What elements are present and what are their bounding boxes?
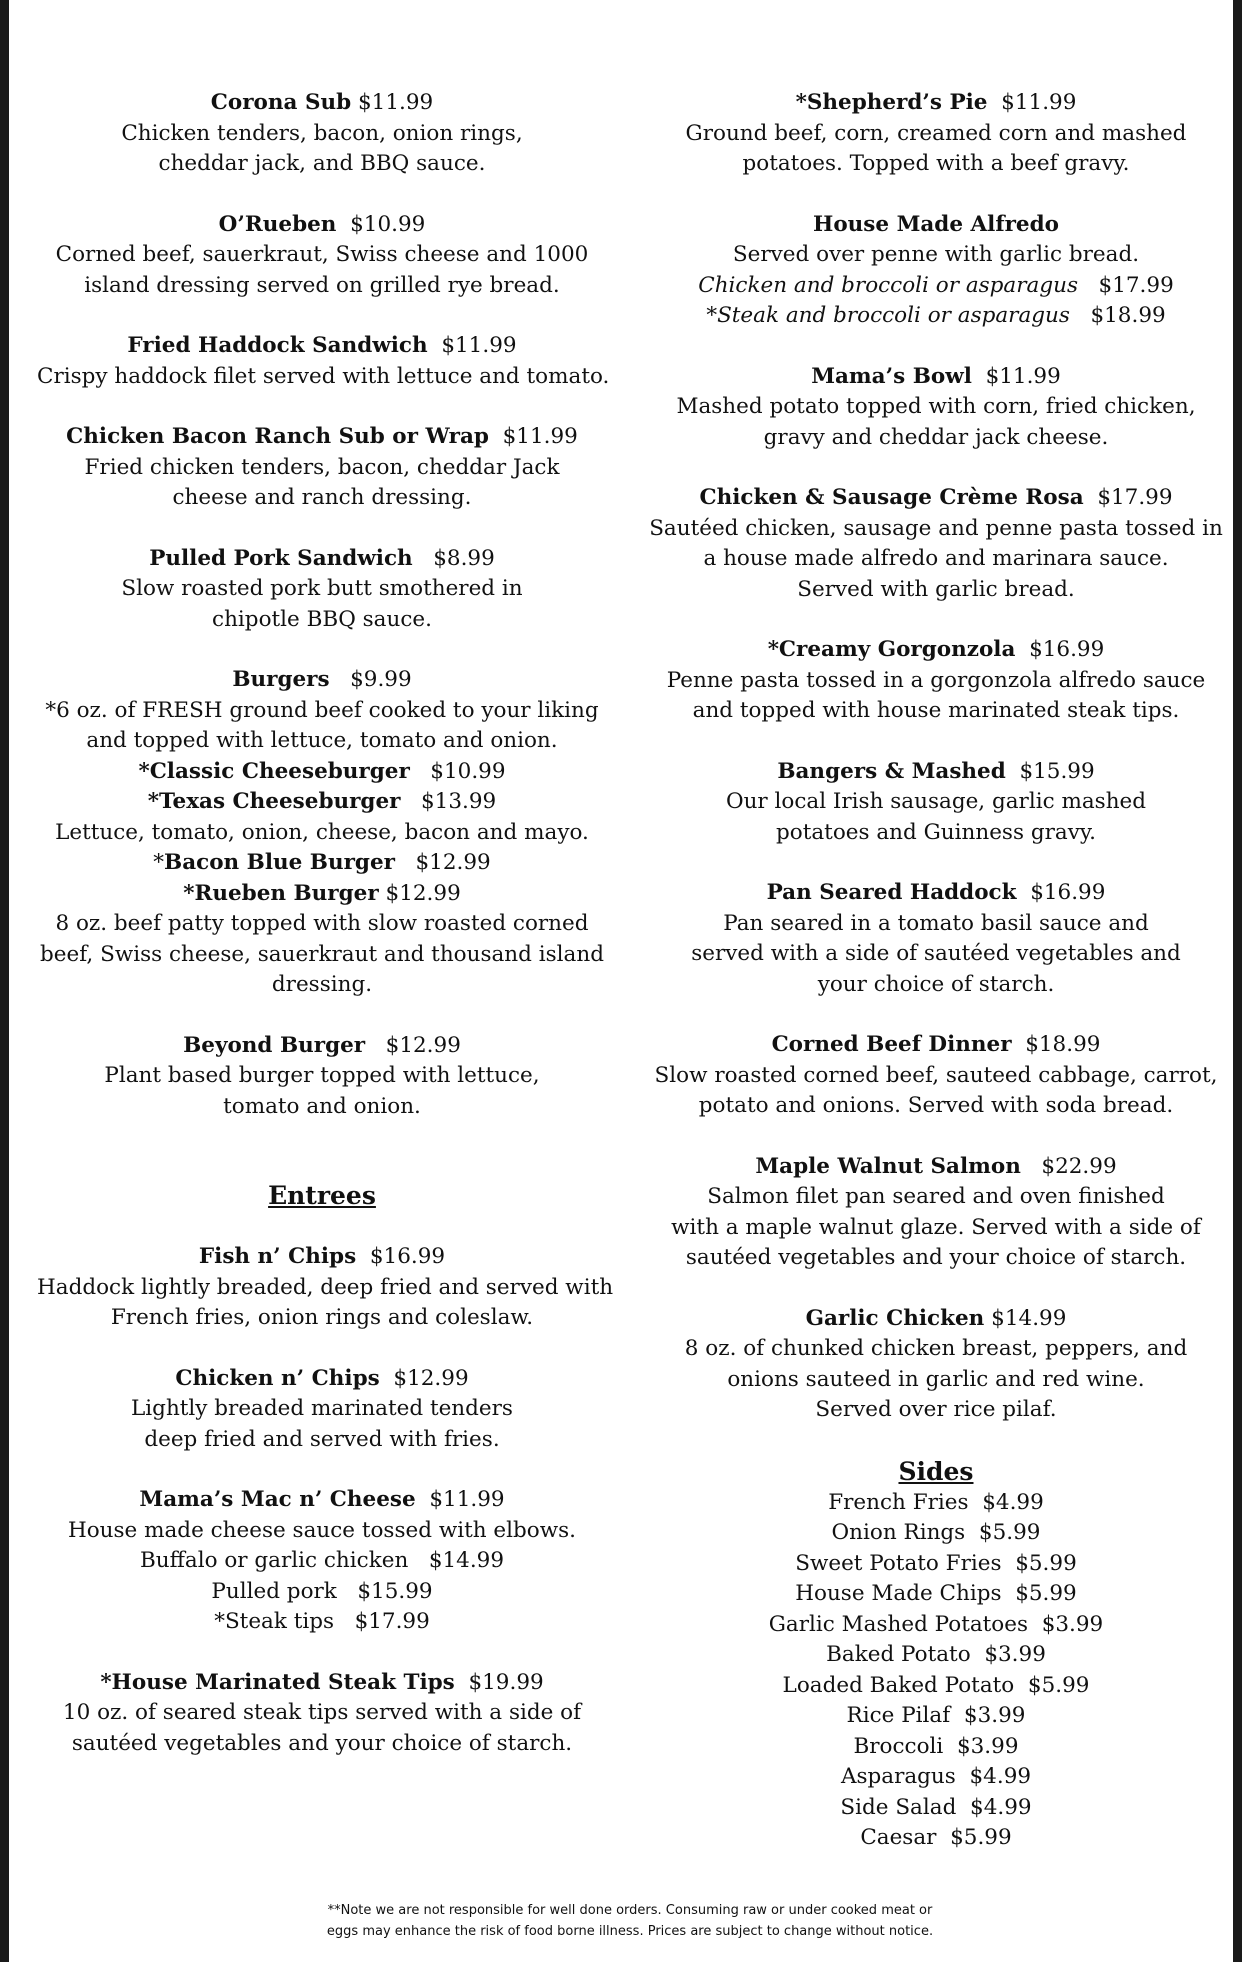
item-description: Sautéed chicken, sausage and penne pasta tossed in <box>649 515 1223 541</box>
menu-item-fried-haddock-sandwich <box>37 331 610 392</box>
item-name: *House Marinated Steak Tips <box>100 1669 455 1695</box>
item-description: cheddar jack, and BBQ sauce. <box>158 151 486 176</box>
item-price: $22.99 <box>1041 1153 1117 1179</box>
item-name: Maple Walnut Salmon <box>755 1153 1021 1179</box>
menu-item-corona-sub <box>37 88 607 180</box>
item-option: Buffalo or garlic chicken $14.99 <box>139 1548 505 1573</box>
item-name: Mama’s Bowl <box>811 363 972 389</box>
item-description: Slow roasted corned beef, sauteed cabbage, carrot, <box>654 1062 1218 1088</box>
item-price: $11.99 <box>1001 90 1077 115</box>
menu-item-maple-walnut-salmon <box>649 1152 1223 1274</box>
sides-list <box>649 1488 1223 1854</box>
item-price: $10.99 <box>350 211 426 237</box>
item-description: tomato and onion. <box>223 1093 421 1119</box>
side-item: Asparagus $4.99 <box>840 1764 1032 1789</box>
item-price: $12.99 <box>385 880 461 906</box>
footer-note-line: eggs may enhance the risk of food borne illness. Prices are subject to change without notice. <box>326 1924 934 1939</box>
item-description: Pan seared in a tomato basil sauce and <box>723 910 1149 936</box>
item-description: potatoes and Guinness gravy. <box>776 819 1096 845</box>
item-price: $11.99 <box>441 333 517 358</box>
menu-item-creamy-gorgonzola <box>649 635 1223 727</box>
burger-rueben <box>37 879 607 910</box>
item-price: $16.99 <box>1030 880 1106 905</box>
item-price: $9.99 <box>350 667 412 692</box>
item-name: Corona Sub <box>210 90 352 115</box>
item-price: $11.99 <box>502 424 578 449</box>
item-price: $11.99 <box>357 90 434 115</box>
item-description: sautéed vegetables and your choice of starch. <box>71 1730 573 1756</box>
menu-item-orueben <box>37 210 607 302</box>
item-name: Mama’s Mac n’ Cheese <box>139 1487 416 1512</box>
item-description: Fried chicken tenders, bacon, cheddar Jack <box>84 454 560 480</box>
item-price: $18.99 <box>1025 1032 1101 1057</box>
item-price: $16.99 <box>369 1244 446 1269</box>
item-description: Penne pasta tossed in a gorgonzola alfredo sauce <box>666 667 1206 693</box>
item-price: $16.99 <box>1029 637 1105 662</box>
menu-item-garlic-chicken <box>649 1304 1223 1426</box>
menu-item-beyond-burger <box>37 1031 607 1123</box>
item-description: 8 oz. of chunked chicken breast, peppers, and <box>684 1336 1188 1361</box>
item-description: Served with garlic bread. <box>797 576 1075 602</box>
item-description: sautéed vegetables and your choice of starch. <box>685 1245 1187 1270</box>
item-price: $15.99 <box>1019 758 1095 784</box>
item-description: Served over rice pilaf. <box>815 1397 1057 1422</box>
item-name: House Made Alfredo <box>813 211 1059 237</box>
menu-item-mamas-mac-n-cheese <box>37 1485 607 1638</box>
item-description: Ground beef, corn, creamed corn and mashed <box>685 120 1187 146</box>
item-price: $11.99 <box>429 1487 505 1512</box>
item-price: $14.99 <box>991 1305 1067 1331</box>
item-description: *6 oz. of FRESH ground beef cooked to your liking <box>45 697 599 723</box>
right-column <box>649 88 1223 1854</box>
item-description: beef, Swiss cheese, sauerkraut and thousand island <box>40 941 604 967</box>
side-item: Rice Pilaf $3.99 <box>846 1703 1026 1728</box>
side-item: Loaded Baked Potato $5.99 <box>782 1672 1090 1698</box>
menu-item-pan-seared-haddock <box>649 878 1223 1000</box>
item-description: served with a side of sautéed vegetables and <box>691 941 1181 966</box>
left-column <box>37 88 614 1789</box>
item-name: Chicken & Sausage Crème Rosa <box>699 485 1084 510</box>
item-description: gravy and cheddar jack cheese. <box>763 424 1109 450</box>
menu-item-bangers-mashed <box>649 757 1223 849</box>
side-item: French Fries $4.99 <box>828 1489 1044 1515</box>
item-description: potatoes. Topped with a beef gravy. <box>742 151 1130 176</box>
item-description: and topped with lettuce, tomato and onion. <box>86 728 558 753</box>
menu-item-pulled-pork-sandwich <box>37 544 607 636</box>
side-item: Broccoli $3.99 <box>853 1733 1019 1759</box>
item-description: potato and onions. Served with soda bread. <box>698 1093 1174 1118</box>
item-description: Slow roasted pork butt smothered in <box>121 576 523 601</box>
item-name: Pulled Pork Sandwich <box>149 545 413 571</box>
item-description: 10 oz. of seared steak tips served with a side of <box>62 1700 582 1725</box>
item-description: dressing. <box>271 972 373 997</box>
item-price: $17.99 <box>1097 485 1173 510</box>
item-price: $12.99 <box>385 1032 461 1058</box>
item-description: 8 oz. beef patty topped with slow roasted corned <box>55 911 589 936</box>
section-title-sides: Sides <box>898 1456 974 1486</box>
item-name: Garlic Chicken <box>805 1305 985 1331</box>
item-description: cheese and ranch dressing. <box>172 485 472 510</box>
item-name: *Shepherd’s Pie <box>795 90 988 115</box>
item-name: Fried Haddock Sandwich <box>127 333 428 358</box>
item-price: $10.99 <box>430 758 506 784</box>
item-name: *Creamy Gorgonzola <box>767 637 1016 662</box>
item-description: Plant based burger topped with lettuce, <box>104 1063 540 1088</box>
section-title-entrees: Entrees <box>268 1181 376 1210</box>
footer-note <box>9 1900 1242 1942</box>
item-description: and topped with house marinated steak tips. <box>692 698 1180 723</box>
item-description: Haddock lightly breaded, deep fried and served with <box>37 1274 614 1300</box>
menu-item-fish-n-chips <box>37 1242 614 1334</box>
item-name: *Classic Cheeseburger <box>138 758 410 784</box>
item-price: $8.99 <box>433 545 495 571</box>
item-description: Mashed potato topped with corn, fried chicken, <box>676 394 1196 419</box>
burger-bacon-blue <box>37 848 607 879</box>
item-name: *Rueben Burger <box>183 880 379 906</box>
side-item: Onion Rings $5.99 <box>831 1520 1041 1545</box>
item-description: House made cheese sauce tossed with elbows. <box>67 1517 577 1543</box>
footer-note-line: **Note we are not responsible for well done orders. Consuming raw or under cooked meat or <box>327 1903 933 1918</box>
item-name: Bangers & Mashed <box>777 758 1006 784</box>
item-description: Salmon filet pan seared and oven finished <box>707 1184 1165 1209</box>
side-item: Side Salad $4.99 <box>840 1794 1032 1820</box>
item-name: Burgers <box>232 667 330 692</box>
item-description: Our local Irish sausage, garlic mashed <box>725 789 1147 814</box>
menu-item-shepherds-pie <box>649 88 1223 180</box>
item-description: French fries, onion rings and coleslaw. <box>110 1305 534 1330</box>
menu-item-mamas-bowl <box>649 362 1223 454</box>
item-name: Chicken Bacon Ranch Sub or Wrap <box>66 424 489 449</box>
menu-item-house-made-alfredo <box>649 210 1223 332</box>
side-item: Caesar $5.99 <box>860 1825 1012 1850</box>
side-item: Baked Potato $3.99 <box>826 1642 1046 1667</box>
item-price: $12.99 <box>393 1365 469 1391</box>
item-name: Fish n’ Chips <box>198 1244 357 1269</box>
burger-classic-cheeseburger <box>37 757 607 788</box>
side-item: House Made Chips $5.99 <box>795 1581 1077 1606</box>
item-prefix: * <box>153 850 165 875</box>
item-description: a house made alfredo and marinara sauce. <box>703 546 1169 571</box>
menu-item-house-marinated-steak-tips <box>37 1668 607 1760</box>
item-name: Chicken n’ Chips <box>175 1365 380 1391</box>
item-description: Crispy haddock filet served with lettuce and tomato. <box>37 363 610 389</box>
item-description: chipotle BBQ sauce. <box>212 606 432 632</box>
item-description: onions sauteed in garlic and red wine. <box>727 1366 1145 1392</box>
item-description: Corned beef, sauerkraut, Swiss cheese and 1000 <box>55 242 589 267</box>
item-name: Bacon Blue Burger <box>164 850 395 875</box>
menu-item-chicken-bacon-ranch <box>37 422 607 514</box>
item-description: Lettuce, tomato, onion, cheese, bacon and mayo. <box>55 819 589 845</box>
item-name: Corned Beef Dinner <box>771 1032 1012 1057</box>
item-description: Served over penne with garlic bread. <box>732 242 1140 267</box>
item-name: Beyond Burger <box>183 1032 366 1058</box>
item-name: O’Rueben <box>218 211 337 237</box>
item-price: $13.99 <box>421 789 497 814</box>
side-item: Garlic Mashed Potatoes $3.99 <box>768 1611 1104 1637</box>
item-description: your choice of starch. <box>817 971 1055 997</box>
item-description: Lightly breaded marinated tenders <box>131 1396 513 1421</box>
item-option: Chicken and broccoli or asparagus $17.99 <box>698 272 1174 298</box>
item-description: deep fried and served with fries. <box>144 1426 500 1452</box>
menu-item-corned-beef-dinner <box>649 1030 1223 1122</box>
item-name: Pan Seared Haddock <box>766 880 1017 905</box>
item-description: Chicken tenders, bacon, onion rings, <box>121 120 523 146</box>
item-price: $11.99 <box>985 363 1061 389</box>
item-option: *Steak tips $17.99 <box>214 1609 430 1634</box>
menu-item-burgers <box>37 665 607 1001</box>
menu-item-chicken-n-chips <box>37 1364 607 1456</box>
item-option: *Steak and broccoli or asparagus $18.99 <box>706 303 1166 328</box>
item-option: Pulled pork $15.99 <box>211 1578 433 1604</box>
item-price: $12.99 <box>415 850 491 875</box>
item-name: *Texas Cheeseburger <box>147 789 401 814</box>
item-description: with a maple walnut glaze. Served with a side of <box>671 1214 1201 1240</box>
item-description: island dressing served on grilled rye bread. <box>84 272 560 298</box>
burger-texas-cheeseburger <box>37 787 607 818</box>
item-price: $19.99 <box>468 1669 544 1695</box>
side-item: Sweet Potato Fries $5.99 <box>795 1550 1077 1576</box>
menu-item-chicken-sausage-creme-rosa <box>649 483 1223 605</box>
